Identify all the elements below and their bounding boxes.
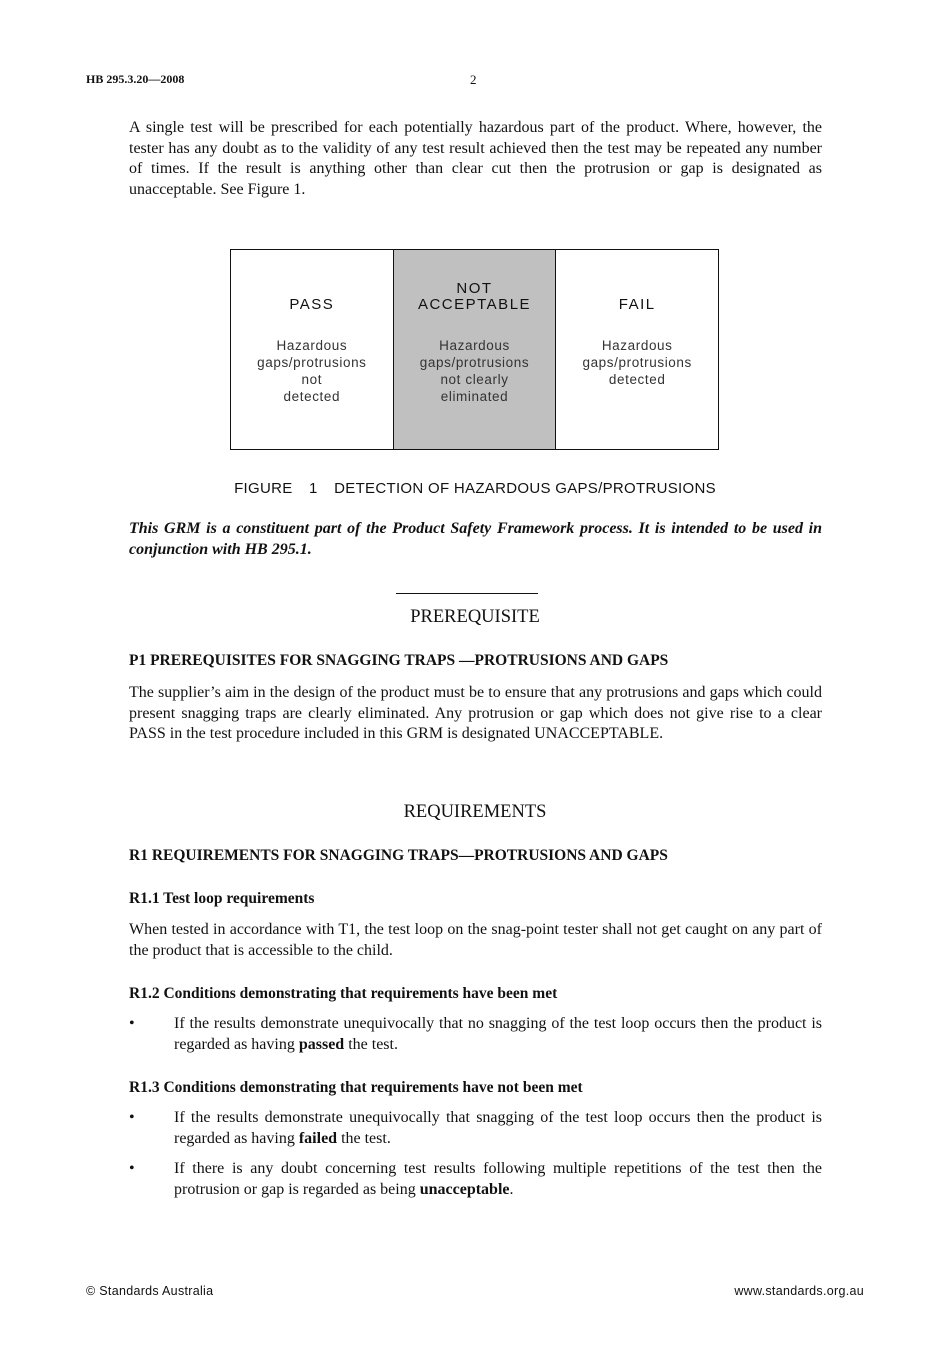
section-divider xyxy=(396,593,538,594)
figure-caption xyxy=(0,480,950,497)
pass-desc-line: not xyxy=(301,372,323,387)
r1-3-bullet-2-text-end: . xyxy=(509,1180,514,1198)
bullet-icon: • xyxy=(129,1109,135,1126)
r1-1-paragraph: When tested in accordance with T1, the test loop on the snag-point tester shall not get caught on any part of the product that is accessible to the child. xyxy=(129,921,822,959)
fail-desc-line: gaps/protrusions xyxy=(582,355,692,370)
p1-paragraph: The supplier’s aim in the design of the product must be to ensure that any protrusions and gaps which could present snagging traps are clearly eliminated. Any protrusion or gap which does not give rise to a clear PASS in the test procedure included in this GRM is designated UNACCEPTABLE. xyxy=(129,684,822,742)
r1-2-bullet xyxy=(129,1014,822,1055)
page-number: 2 xyxy=(470,72,477,87)
r1-2-bullet-emphasis: passed xyxy=(298,1035,345,1053)
r1-2-bullet-text: If the results demonstrate unequivocally that no snagging of the test loop occurs then the product is regarded as having xyxy=(174,1015,822,1053)
pass-desc-line: Hazardous xyxy=(276,338,348,353)
fail-column xyxy=(555,250,718,449)
r1-3-bullet-1-emphasis: failed xyxy=(298,1129,338,1147)
not-acceptable-column xyxy=(393,250,556,449)
r1-3-bullet-1-text-end: the test. xyxy=(337,1129,391,1147)
not-acceptable-title xyxy=(394,281,556,313)
pass-desc-line: detected xyxy=(283,389,341,404)
pass-title: PASS xyxy=(289,296,335,313)
pass-description xyxy=(231,337,393,405)
pass-desc-line: gaps/protrusions xyxy=(257,355,367,370)
not-acceptable-desc-line: gaps/protrusions xyxy=(419,355,530,370)
fail-title: FAIL xyxy=(618,296,656,313)
fail-desc-line: Hazardous xyxy=(601,338,673,353)
prerequisite-section-title: PREREQUISITE xyxy=(410,607,540,627)
figure-caption-label: FIGURE xyxy=(234,480,293,497)
requirements-section-title: REQUIREMENTS xyxy=(403,802,547,822)
figure-1-diagram xyxy=(230,249,719,450)
copyright-footer: © Standards Australia xyxy=(86,1284,214,1298)
figure-caption-number: 1 xyxy=(309,480,318,497)
intro-paragraph: A single test will be prescribed for each potentially hazardous part of the product. Where, however, the tester has any doubt as to the validity of any test result achieved then the test may be repeated any number of times. If the result is anything other than clear cut then the protrusion or gap is designated as unacceptable. See Figure 1. xyxy=(129,119,822,198)
r1-3-heading: R1.3 Conditions demonstrating that requirements have not been met xyxy=(129,1079,583,1096)
fail-description xyxy=(556,337,718,388)
r1-3-bullet-1 xyxy=(129,1108,822,1149)
not-acceptable-desc-line: eliminated xyxy=(440,389,509,404)
figure-caption-text: DETECTION OF HAZARDOUS GAPS/PROTRUSIONS xyxy=(334,480,716,497)
bullet-icon: • xyxy=(129,1160,135,1177)
not-acceptable-title-line: ACCEPTABLE xyxy=(417,296,532,313)
bullet-icon: • xyxy=(129,1015,135,1032)
r1-3-bullet-2-text: If there is any doubt concerning test results following multiple repetitions of the test then the protrusion or gap is regarded as being xyxy=(174,1160,822,1198)
website-footer[interactable]: www.standards.org.au xyxy=(734,1284,864,1298)
document-id: HB 295.3.20—2008 xyxy=(86,72,185,86)
not-acceptable-desc-line: Hazardous xyxy=(439,338,510,353)
r1-3-bullet-1-text: If the results demonstrate unequivocally that snagging of the test loop occurs then the product is regarded as having xyxy=(174,1109,822,1147)
r1-2-heading: R1.2 Conditions demonstrating that requirements have been met xyxy=(129,985,558,1002)
r1-1-heading: R1.1 Test loop requirements xyxy=(129,890,315,907)
grm-note: This GRM is a constituent part of the Product Safety Framework process. It is intended to be used in conjunction with HB 295.1. xyxy=(129,520,822,558)
pass-column xyxy=(231,250,393,449)
r1-2-bullet-text-end: the test. xyxy=(344,1035,398,1053)
r1-3-bullet-2 xyxy=(129,1159,822,1200)
fail-desc-line: detected xyxy=(608,372,666,387)
not-acceptable-desc-line: not clearly xyxy=(440,372,509,387)
r1-heading: R1 REQUIREMENTS FOR SNAGGING TRAPS—PROTRUSIONS AND GAPS xyxy=(129,847,668,864)
r1-3-bullet-2-emphasis: unacceptable xyxy=(419,1180,510,1198)
not-acceptable-description xyxy=(394,337,556,405)
p1-heading: P1 PREREQUISITES FOR SNAGGING TRAPS —PROTRUSIONS AND GAPS xyxy=(129,652,669,669)
not-acceptable-title-line: NOT xyxy=(456,280,493,297)
